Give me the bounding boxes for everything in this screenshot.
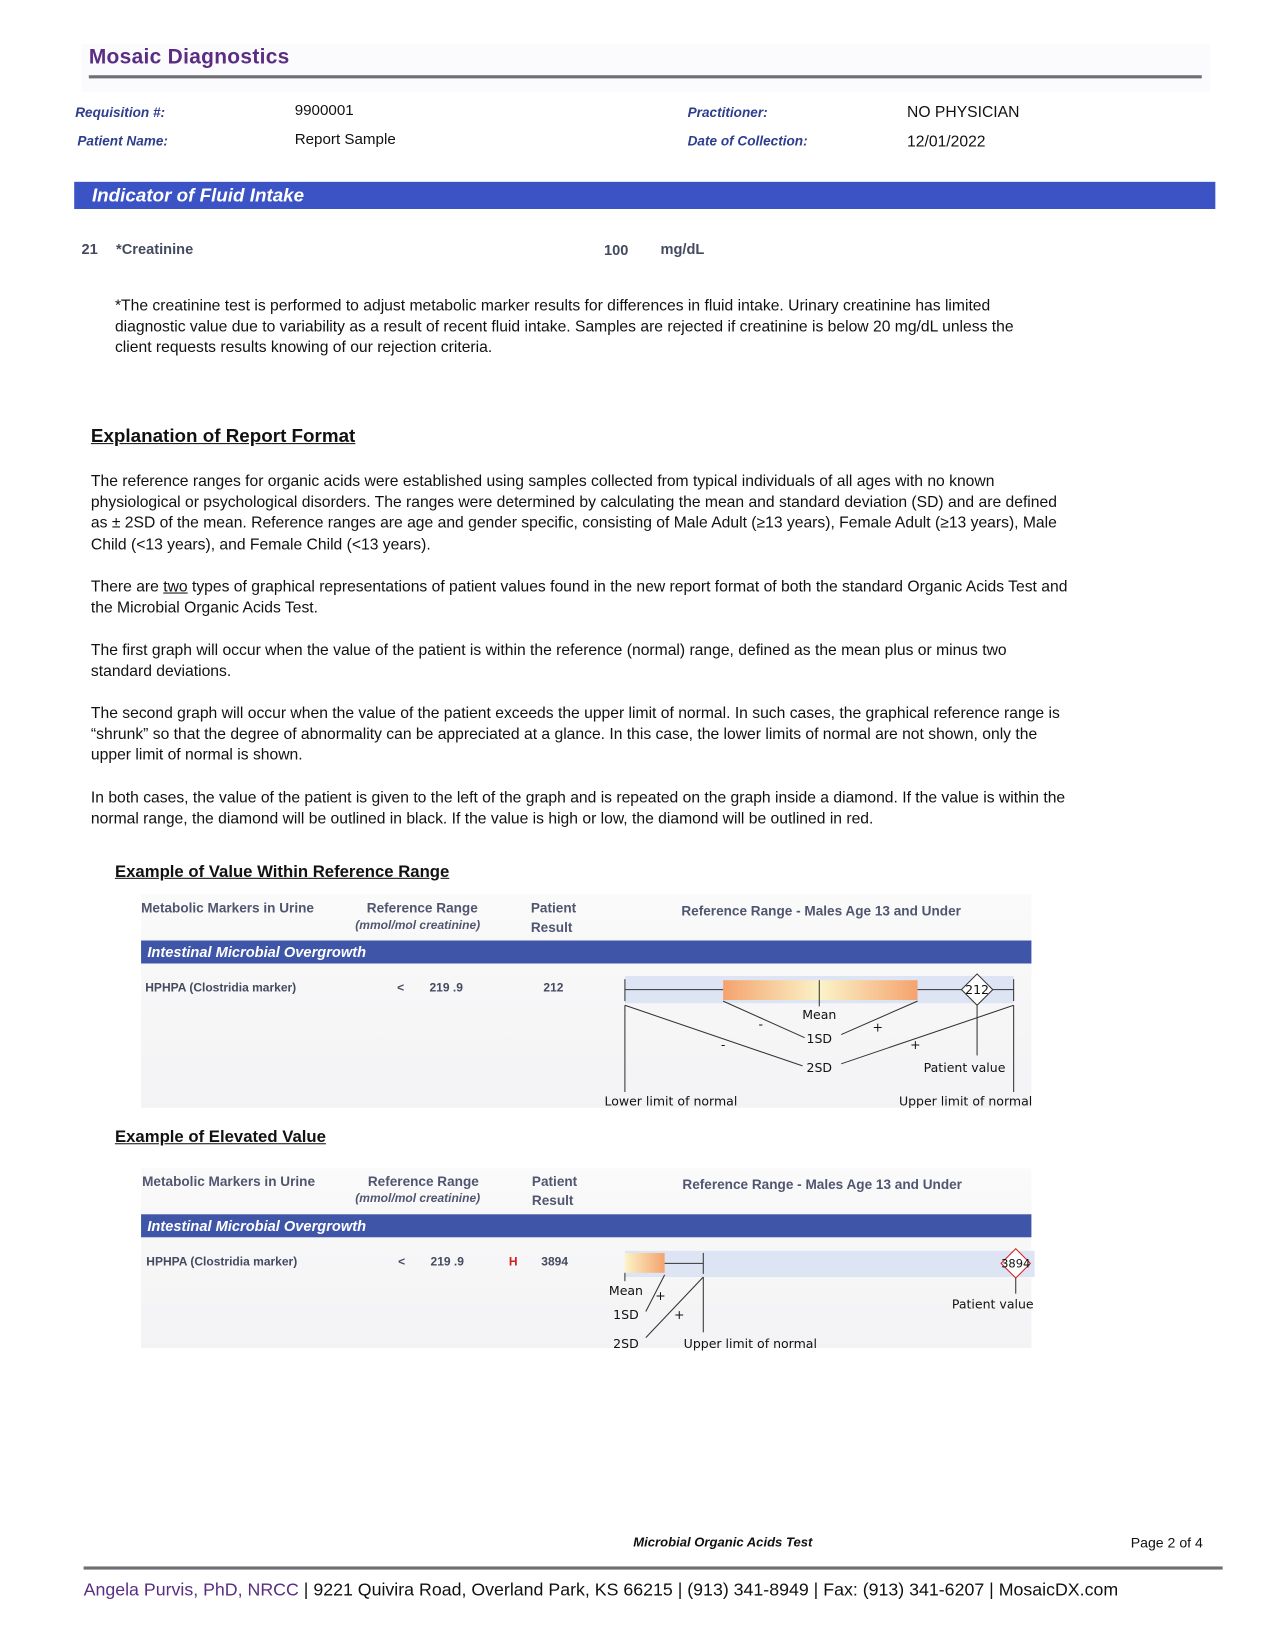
- col-result: Result: [530, 919, 573, 936]
- footer-address: | 9221 Quivira Road, Overland Park, KS 66215 | (913) 341-8949 | Fax: (913) 341-6207 | MosaicDX.com: [298, 1580, 1119, 1600]
- requisition-label: Requisition #:: [75, 104, 166, 121]
- ref-operator: <: [397, 982, 405, 995]
- lower-limit-label: Lower limit of normal: [604, 1093, 738, 1109]
- section-bar: Intestinal Microbial Overgrowth: [141, 1214, 1031, 1237]
- example2-heading: Example of Elevated Value: [114, 1128, 326, 1147]
- col-ref: Reference Range: [366, 899, 478, 916]
- col-result: Result: [531, 1192, 574, 1209]
- sd-box: [723, 980, 917, 1000]
- col-graph: Reference Range - Males Age 13 and Under: [681, 902, 961, 919]
- date-value: 12/01/2022: [907, 132, 986, 151]
- explanation-p3: The first graph will occur when the value of the patient is within the reference (normal) range, defined as the mean plus or minus two standard deviations.: [90, 641, 1007, 681]
- explanation-p5: In both cases, the value of the patient is given to the left of the graph and is repeated on the graph inside a diamond. If the value is within the normal range, the diamond will be outlined in black. If the value is high or low, the diamond will be outlined in red.: [90, 788, 1066, 828]
- plus-1sd: +: [872, 1019, 884, 1035]
- diamond-value: 212: [965, 981, 990, 997]
- mean-label: Mean: [802, 1006, 837, 1022]
- col-ref: Reference Range: [367, 1173, 479, 1190]
- patient-name-label: Patient Name:: [77, 132, 168, 149]
- practitioner-label: Practitioner:: [687, 104, 768, 121]
- result-value: 212: [543, 982, 564, 995]
- diamond-value: 3894: [1001, 1256, 1031, 1271]
- creatinine-name: *Creatinine: [115, 240, 194, 258]
- col-patient: Patient: [530, 899, 577, 916]
- logo: Mosaic Diagnostics: [88, 45, 290, 69]
- p2-a: There are: [90, 577, 164, 596]
- plus-2sd: +: [674, 1306, 685, 1322]
- sd2-label: 2SD: [613, 1336, 639, 1352]
- ref-operator: <: [398, 1256, 406, 1269]
- minus-2sd: -: [720, 1037, 726, 1053]
- page-number: Page 2 of 4: [1130, 1535, 1203, 1551]
- example1-heading: Example of Value Within Reference Range: [114, 863, 450, 881]
- footer-contact: [84, 1580, 1119, 1601]
- explanation-heading: Explanation of Report Format: [90, 425, 356, 447]
- creatinine-num: 21: [81, 240, 98, 258]
- p2-underline: two: [163, 577, 188, 596]
- footer-author: Angela Purvis, PhD, NRCC: [83, 1580, 299, 1600]
- section-bar: Intestinal Microbial Overgrowth: [141, 940, 1031, 963]
- explanation-p1: The reference ranges for organic acids were established using samples collected from typical individuals of all ages with no known physiological or psychological disorders. The ranges were determined by calculating the mean and standard deviation (SD) and are defined as ± 2SD of the mean. Reference ranges are age and gender specific, consisting of Male Adult (≥13 years), Female Adult (≥13 years), Male Child (<13 years), and Female Child (<13 years).: [90, 472, 1057, 554]
- sd1-label: 1SD: [806, 1030, 833, 1046]
- p2-b: types of graphical representations of patient values found in the new report format of both the standard Organic Acids Test and the Microbial Organic Acids Test.: [90, 577, 1068, 617]
- date-label: Date of Collection:: [687, 132, 808, 149]
- patient-value-label: Patient value: [951, 1296, 1034, 1312]
- result-value: 3894: [541, 1256, 569, 1269]
- footer-test-name: Microbial Organic Acids Test: [633, 1535, 813, 1550]
- high-flag: H: [508, 1256, 518, 1269]
- sd1-label: 1SD: [613, 1306, 639, 1322]
- explanation-p4: The second graph will occur when the value of the patient exceeds the upper limit of normal. In such cases, the graphical reference range is “shrunk” so that the degree of abnormality can be appreciated at a glance. In this case, the lower limits of normal are not shown, only the upper limit of normal is shown.: [90, 704, 1060, 765]
- mean-label: Mean: [608, 1282, 644, 1298]
- sd2-label: 2SD: [806, 1060, 833, 1076]
- upper-limit-label: Upper limit of normal: [898, 1093, 1033, 1109]
- minus-1sd: -: [758, 1016, 764, 1032]
- col-ref-unit: (mmol/mol creatinine): [355, 919, 481, 933]
- patient-name-value: Report Sample: [294, 131, 396, 149]
- creatinine-note: *The creatinine test is performed to adjust metabolic marker results for differences in fluid intake. Urinary creatinine has limited diagnostic value due to variability as a result of recent fluid intake. Samples are rejected if creatinine is below 20 mg/dL unless the client requests results knowing of our rejection criteria.: [114, 296, 1014, 357]
- plus-1sd: +: [655, 1287, 666, 1303]
- creatinine-unit: mg/dL: [660, 240, 705, 258]
- requisition-value: 9900001: [294, 102, 354, 120]
- plus-2sd: +: [910, 1037, 921, 1053]
- patient-value-label: Patient value: [923, 1060, 1006, 1076]
- footer-divider: [84, 1566, 1223, 1569]
- marker-name: HPHPA (Clostridia marker): [145, 982, 297, 995]
- marker-name: HPHPA (Clostridia marker): [146, 1256, 298, 1269]
- col-ref-unit: (mmol/mol creatinine): [355, 1192, 481, 1205]
- col-patient: Patient: [531, 1173, 578, 1190]
- col-graph: Reference Range - Males Age 13 and Under: [682, 1176, 962, 1193]
- ref-value: 219 .9: [429, 982, 463, 995]
- practitioner-value: NO PHYSICIAN: [907, 103, 1020, 122]
- diagram-elevated: [625, 1249, 1035, 1338]
- section-title-fluid: Indicator of Fluid Intake: [74, 182, 1215, 209]
- ref-value: 219 .9: [430, 1256, 464, 1269]
- col-marker: Metabolic Markers in Urine: [142, 1173, 316, 1190]
- sd-box: [625, 1253, 665, 1273]
- upper-limit-label: Upper limit of normal: [683, 1336, 817, 1352]
- creatinine-value: 100: [604, 241, 629, 259]
- col-marker: Metabolic Markers in Urine: [141, 899, 314, 916]
